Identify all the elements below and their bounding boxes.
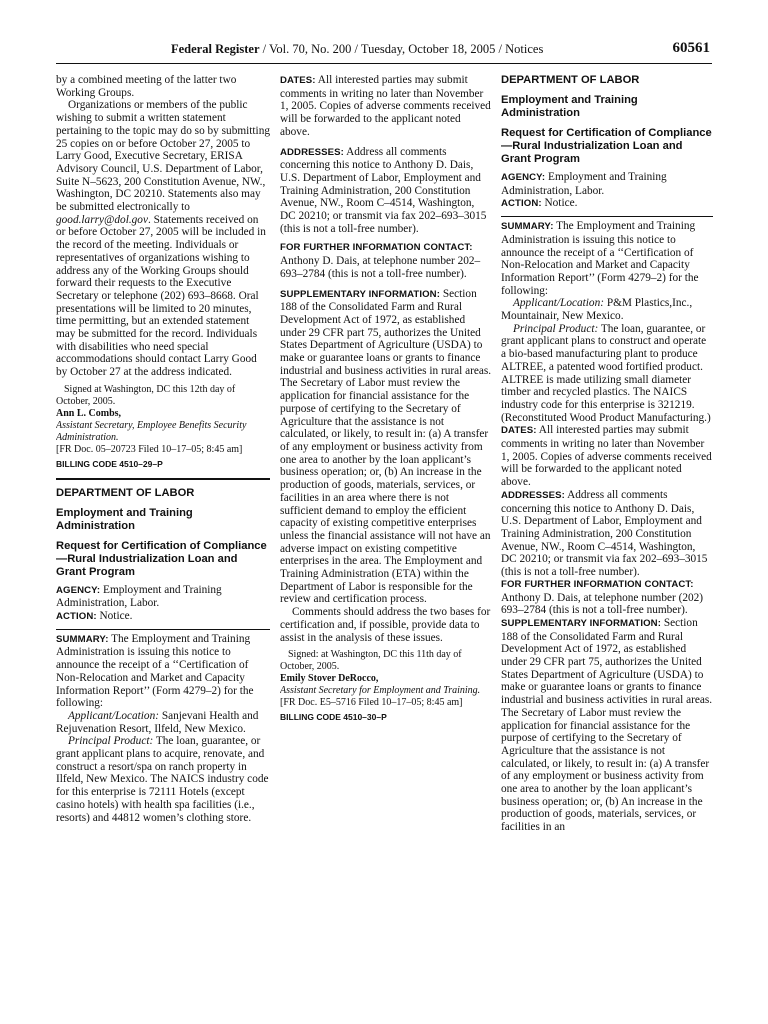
section-divider xyxy=(56,478,270,480)
email-address: good.larry@dol.gov xyxy=(56,213,148,226)
billing-code: BILLING CODE 4510–30–P xyxy=(280,712,387,723)
publication-name: Federal Register xyxy=(171,42,260,56)
department-heading: DEPARTMENT OF LABOR xyxy=(501,74,640,86)
fr-doc-line: [FR Doc. E5–5716 Filed 10–17–05; 8:45 am] xyxy=(280,697,463,709)
dates-paragraph: DATES: All interested parties may submit comments in writing no later than November 1, 2005. Copies of adverse comments received will be forwarded to the applicant noted above. xyxy=(280,74,491,138)
contact-label: FOR FURTHER INFORMATION CONTACT: xyxy=(280,242,473,254)
product-paragraph: Principal Product: The loan, guarantee, or grant applicant plans to acquire, renovate, and construct a resort/spa on ranch property in Ilfeld, New Mexico. The NAICS industry code for this enterprise is 72111 Hotels (except casino hotels) with health spa facilities (i.e., resorts) and 44812 women’s clothing store. xyxy=(56,735,269,824)
agency-heading: Employment and Training Administration xyxy=(501,94,638,119)
section-divider xyxy=(56,629,270,630)
agency-line: AGENCY: Employment and Training Administration, Labor. xyxy=(501,171,667,197)
signer-title: Assistant Secretary for Employment and Training. xyxy=(280,685,481,697)
header-rule xyxy=(56,63,712,64)
signed-line: Signed: at Washington, DC this 11th day of October, 2005. xyxy=(280,649,462,673)
contact-label: FOR FURTHER INFORMATION CONTACT: xyxy=(501,578,694,590)
paragraph: by a combined meeting of the latter two Working Groups. xyxy=(56,74,237,99)
running-head xyxy=(171,42,543,57)
signer-name: Emily Stover DeRocco, xyxy=(280,673,379,685)
summary-paragraph: SUMMARY: The Employment and Training Administration is issuing this notice to announce the receipt of a ‘‘Certification of Non-Relocation and Market and Capacity Information Report’’ (Form 4279–2) for the following: xyxy=(501,220,699,297)
billing-code: BILLING CODE 4510–29–P xyxy=(56,458,163,469)
product-paragraph: Principal Product: The loan, guarantee, or grant applicant plans to construct and operate a bio-based manufacturing plant to produce ALTREE, a patented wood fortified product. ALTREE is made utilizing small diameter timber and recycled plastics. The NAICS industry code for this enterprise is 321219. (Reconstituted Wood Product Manufacturing.) xyxy=(501,322,711,424)
signer-title: Assistant Secretary, Employee Benefits Security Administration. xyxy=(56,419,247,443)
column-1 xyxy=(56,74,270,1020)
page-number: 60561 xyxy=(672,40,710,56)
summary-paragraph: SUMMARY: The Employment and Training Administration is issuing this notice to announce the receipt of a ‘‘Certification of Non-Relocation and Market and Capacity Information Report’’ (Form 4279–2) for the following: xyxy=(56,632,254,710)
applicant-paragraph: Applicant/Location: Sanjevani Health and Rejuvenation Resort, Ilfeld, New Mexico. xyxy=(56,709,259,735)
notice-title: Request for Certification of Compliance—Rural Industrialization Loan and Grant Program xyxy=(56,539,267,578)
action-line: ACTION: Notice. xyxy=(56,609,133,622)
page-header xyxy=(56,40,710,60)
agency-line: AGENCY: Employment and Training Administration, Labor. xyxy=(56,583,222,610)
signer-name: Ann L. Combs, xyxy=(56,407,122,419)
contact-paragraph: Anthony D. Dais, at telephone number 202–693–2784 (this is not a toll-free number). xyxy=(280,255,481,280)
addresses-paragraph: ADDRESSES: Address all comments concerning this notice to Anthony D. Dais, U.S. Department of Labor, Employment and Training Administration, 200 Constitution Avenue, NW., Room C–4514, Washington, DC 20210; or transmit via fax 202–693–3015 (this is not a toll-free number). xyxy=(280,145,487,235)
paragraph: Comments should address the two bases for certification and, if possible, provide data to assist in the analysis of these issues. xyxy=(280,606,491,644)
contact-paragraph: Anthony D. Dais, at telephone number (202) 693–2784 (this is not a toll-free number). xyxy=(501,591,704,617)
fr-doc-line: [FR Doc. 05–20723 Filed 10–17–05; 8:45 am] xyxy=(56,443,243,455)
supplementary-paragraph: SUPPLEMENTARY INFORMATION: Section 188 of the Consolidated Farm and Rural Development Act of 1972, as established under 29 CFR part 75, authorizes the United States Department of Agriculture (USDA) to make or guarantee loans or grants to finance industrial and business activities in rural areas. The Secretary of Labor must review the application for financial assistance for the purpose of certifying to the Secretary of Agriculture that the assistance is not calculated, or likely, to result in: (a) A transfer of any employment or business activity from one area to another by the loan applicant’s business operation; or, (b) An increase in the production of goods, materials, services, or facilities in an xyxy=(501,616,713,834)
issue-info: / Vol. 70, No. 200 / Tuesday, October 18, 2005 / Notices xyxy=(259,42,544,56)
supplementary-paragraph: SUPPLEMENTARY INFORMATION: Section 188 of the Consolidated Farm and Rural Development Act of 1972, as established under 29 CFR part 75, authorizes the United States Department of Agriculture (USDA) to make or guarantee loans or grants to finance industrial and business activities in rural areas. The Secretary of Labor must review the application for financial assistance for the purpose of certifying to the Secretary of Agriculture that the assistance is not calculated, or likely, to result in: (a) A transfer of any employment or business activity from one area to another by the loan applicant’s business operation; or, (b) An increase in the production of goods, materials, services, or facilities in an area where there is not sufficient demand to employ the efficient capacity of existing competitive enterprises unless the financial assistance will not have an adverse impact on existing competitive enterprises in the area. The Employment and Training Administration (ETA) within the Department of Labor is responsible for the review and certification process. xyxy=(280,287,492,606)
paragraph: Organizations or members of the public wishing to submit a written statement pertaining to the topic may do so by submitting 25 copies on or before October 27, 2005 to Larry Good, Executive Secretary, ERISA Advisory Council, U.S. Department of Labor, Suite N–5623, 200 Constitution Avenue, NW., Washington, DC 20210. Statements also may be submitted electronically to good.larry@dol.gov. Statements received on or before October 27, 2005 will be included in the record of the meeting. Individuals or representatives of organizations wishing to address any of the Working Groups should forward their requests to the Executive Secretary or telephone (202) 693–8668. Oral presentations will be limited to 20 minutes, time permitting, but an extended statement may be submitted for the record. Individuals with disabilities who need special accommodations should contact Larry Good by October 27 at the address indicated. xyxy=(56,99,270,379)
column-2 xyxy=(280,74,492,1020)
notice-title: Request for Certification of Compliance—Rural Industrialization Loan and Grant Program xyxy=(501,127,712,165)
section-divider xyxy=(501,216,713,217)
column-3 xyxy=(501,74,713,1020)
addresses-paragraph: ADDRESSES: Address all comments concerning this notice to Anthony D. Dais, U.S. Department of Labor, Employment and Training Administration, 200 Constitution Avenue, NW., Room C–4514, Washington, DC 20210; or transmit via fax 202–693–3015 (this is not a toll-free number). xyxy=(501,488,708,579)
agency-heading: Employment and Training Administration xyxy=(56,506,193,532)
action-line: ACTION: Notice. xyxy=(501,197,578,210)
department-heading: DEPARTMENT OF LABOR xyxy=(56,486,195,499)
applicant-paragraph: Applicant/Location: P&M Plastics,Inc., Mountainair, New Mexico. xyxy=(501,297,693,323)
dates-paragraph: DATES: All interested parties may submit comments in writing no later than November 1, 2005. Copies of adverse comments received will be forwarded to the applicant noted above. xyxy=(501,424,712,489)
signed-line: Signed at Washington, DC this 12th day of October, 2005. xyxy=(56,383,236,407)
